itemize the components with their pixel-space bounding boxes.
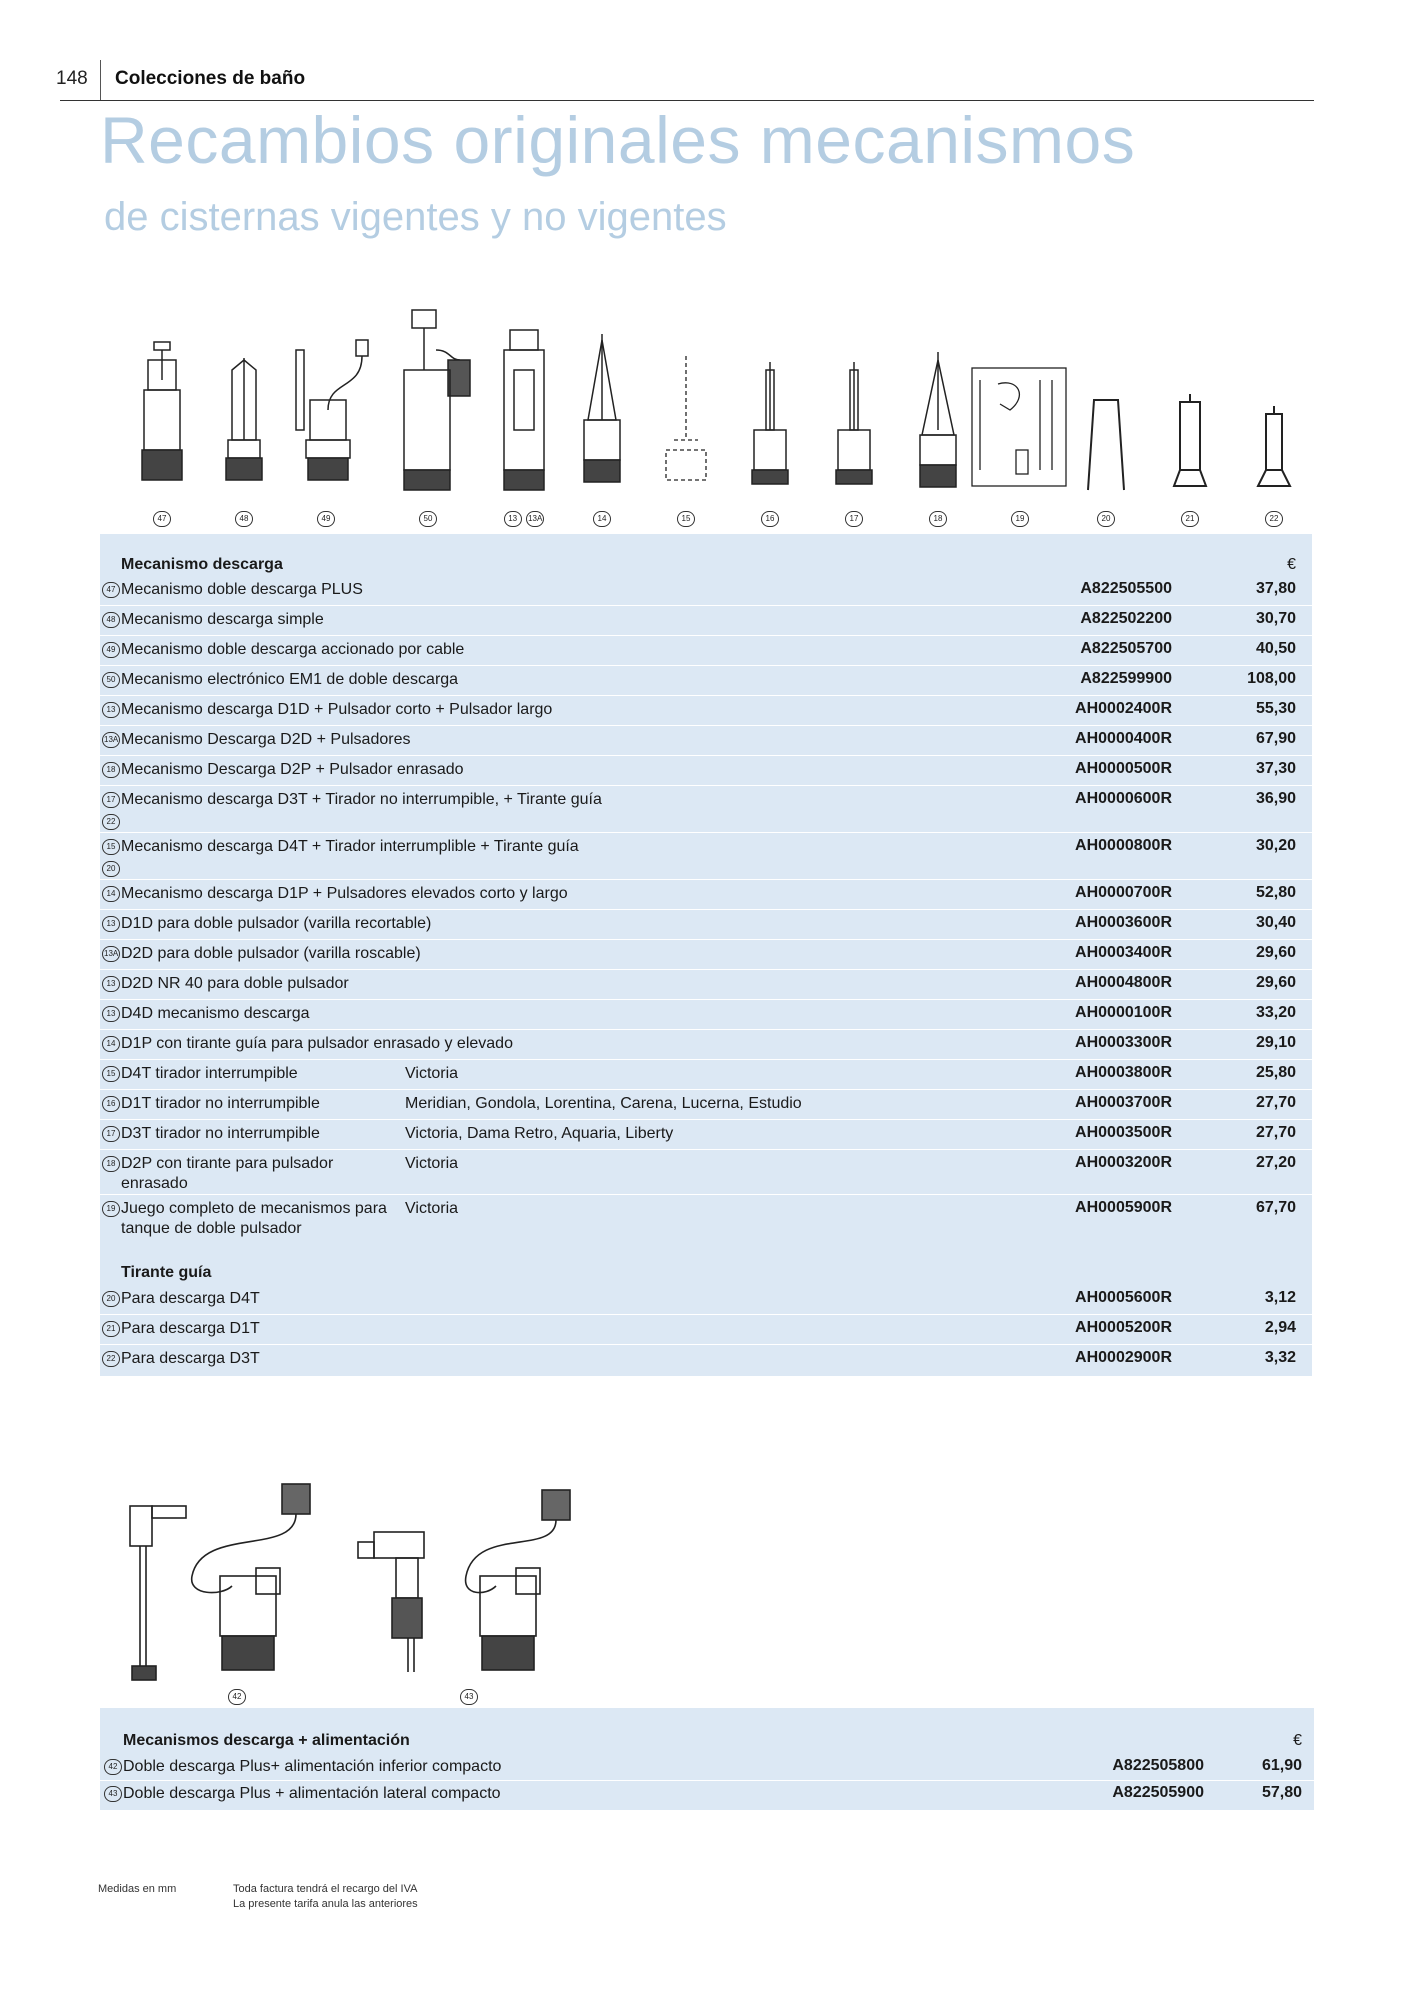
row-ref-number: 22 [102, 814, 120, 830]
row-reference: A822505800 [1112, 1757, 1204, 1774]
row-price: 30,70 [1255, 610, 1296, 627]
figure-14 [570, 300, 634, 523]
figure-13 [492, 300, 556, 523]
row-description: D4T tirador interrumpible [121, 1065, 298, 1082]
row-price: 29,60 [1255, 974, 1296, 991]
row-reference: AH0000400R [1075, 730, 1172, 747]
row-description: Para descarga D4T [121, 1290, 260, 1307]
figure-label: 42 [228, 1689, 246, 1705]
row-reference: AH0002900R [1075, 1349, 1172, 1366]
row-description: Doble descarga Plus+ alimentación inferior compacto [123, 1758, 502, 1775]
row-ref-number: 15 [102, 839, 120, 855]
row-reference: AH0003400R [1075, 944, 1172, 961]
row-description: Mecanismo descarga simple [121, 611, 324, 628]
row-reference: AH0002400R [1075, 700, 1172, 717]
figure-16 [738, 300, 802, 523]
row-price: 52,80 [1255, 884, 1296, 901]
row-description: D2D para doble pulsador (varilla roscable) [121, 945, 421, 962]
row-description: Mecanismo doble descarga accionado por cable [121, 641, 465, 658]
row-ref-number: 20 [102, 861, 120, 877]
row-price: 29,60 [1255, 944, 1296, 961]
row-series: Victoria [405, 1200, 459, 1217]
table-row [100, 910, 1312, 940]
table-row [100, 1781, 1314, 1807]
row-ref-number: 49 [102, 642, 120, 658]
table-row [100, 1315, 1312, 1345]
table-heading: Mecanismo descarga [121, 556, 283, 573]
row-description: Juego completo de mecanismos para tanque de doble pulsador [121, 1200, 387, 1237]
table-row [100, 726, 1312, 756]
table-row [100, 636, 1312, 666]
header-rule [60, 100, 1314, 101]
table-row [100, 756, 1312, 786]
row-description: Doble descarga Plus + alimentación lateral compacto [123, 1785, 501, 1802]
figure-49 [288, 300, 352, 523]
row-price: 67,70 [1255, 1199, 1296, 1216]
row-reference: A822505500 [1080, 580, 1172, 597]
row-price: 27,70 [1255, 1094, 1296, 1111]
row-ref-number: 20 [102, 1291, 120, 1307]
row-reference: A822599900 [1080, 670, 1172, 687]
currency-label: € [1287, 556, 1296, 573]
row-description: Mecanismo descarga D1P + Pulsadores elevados corto y largo [121, 885, 568, 902]
row-ref-number: 43 [104, 1786, 122, 1802]
row-reference: AH0000800R [1075, 837, 1172, 854]
row-reference: AH0003200R [1075, 1154, 1172, 1171]
row-ref-number: 42 [104, 1759, 122, 1775]
figure-19 [970, 300, 1070, 523]
row-ref-number: 13A [102, 732, 120, 748]
row-price: 27,20 [1255, 1154, 1296, 1171]
row-description: D2D NR 40 para doble pulsador [121, 975, 349, 992]
row-ref-number: 14 [102, 886, 120, 902]
mecanismo-descarga-table [100, 534, 1312, 1376]
figure-label: 17 [845, 511, 863, 527]
table-row [100, 1195, 1312, 1245]
figure-label: 20 [1097, 511, 1115, 527]
row-description: Para descarga D3T [121, 1350, 260, 1367]
row-price: 30,20 [1255, 837, 1296, 854]
table-row [100, 880, 1312, 910]
figure-label: 48 [235, 511, 253, 527]
row-ref-number: 13 [102, 976, 120, 992]
row-price: 25,80 [1255, 1064, 1296, 1081]
row-reference: AH0000700R [1075, 884, 1172, 901]
row-ref-number: 47 [102, 582, 120, 598]
row-price: 27,70 [1255, 1124, 1296, 1141]
row-description: D1T tirador no interrumpible [121, 1095, 320, 1112]
figure-label: 49 [317, 511, 335, 527]
figure-label: 16 [761, 511, 779, 527]
table-row [100, 970, 1312, 1000]
row-price: 61,90 [1261, 1757, 1302, 1774]
table-row [100, 1150, 1312, 1195]
row-ref-number: 14 [102, 1036, 120, 1052]
row-description: Mecanismo descarga D4T + Tirador interrumplible + Tirante guía [121, 838, 579, 855]
row-price: 36,90 [1255, 790, 1296, 807]
row-ref-number: 50 [102, 672, 120, 688]
footer-tariff-note: La presente tarifa anula las anteriores [233, 1898, 418, 1910]
figure-15 [654, 300, 718, 523]
table-row [100, 786, 1312, 833]
row-reference: AH0005200R [1075, 1319, 1172, 1336]
row-description: D2P con tirante para pulsador enrasado [121, 1155, 334, 1192]
row-ref-number: 22 [102, 1351, 120, 1367]
table-row [100, 1285, 1312, 1315]
row-series: Meridian, Gondola, Lorentina, Carena, Lucerna, Estudio [405, 1095, 802, 1112]
row-ref-number: 13 [102, 916, 120, 932]
table-row [100, 1060, 1312, 1090]
table-row [100, 666, 1312, 696]
row-price: 3,32 [1264, 1349, 1296, 1366]
row-description: D1P con tirante guía para pulsador enrasado y elevado [121, 1035, 513, 1052]
figure-22 [1242, 300, 1306, 523]
row-price: 108,00 [1247, 670, 1296, 687]
table-row [100, 696, 1312, 726]
row-price: 37,30 [1255, 760, 1296, 777]
figure-label: 13A [526, 511, 544, 527]
row-description: Mecanismo Descarga D2D + Pulsadores [121, 731, 411, 748]
row-reference: A822505700 [1080, 640, 1172, 657]
figure-47 [130, 300, 194, 523]
row-ref-number: 18 [102, 762, 120, 778]
figure-17 [822, 300, 886, 523]
row-ref-number: 19 [102, 1201, 120, 1217]
row-reference: AH0000100R [1075, 1004, 1172, 1021]
figure-48 [212, 300, 276, 523]
footer-measure-note: Medidas en mm [98, 1883, 177, 1895]
row-ref-number: 17 [102, 792, 120, 808]
row-price: 67,90 [1255, 730, 1296, 747]
row-reference: A822505900 [1112, 1784, 1204, 1801]
row-ref-number: 15 [102, 1066, 120, 1082]
row-ref-number: 13 [102, 702, 120, 718]
row-price: 33,20 [1255, 1004, 1296, 1021]
row-reference: A822502200 [1080, 610, 1172, 627]
row-price: 29,10 [1255, 1034, 1296, 1051]
row-description: D3T tirador no interrumpible [121, 1125, 320, 1142]
figure-42 [122, 1476, 322, 1706]
table-row [100, 576, 1312, 606]
row-price: 55,30 [1255, 700, 1296, 717]
row-reference: AH0003500R [1075, 1124, 1172, 1141]
table-row [100, 1090, 1312, 1120]
row-ref-number: 18 [102, 1156, 120, 1172]
row-ref-number: 16 [102, 1096, 120, 1112]
row-reference: AH0003800R [1075, 1064, 1172, 1081]
footer-tax-note: Toda factura tendrá el recargo del IVA [233, 1883, 418, 1895]
row-reference: AH0003700R [1075, 1094, 1172, 1111]
row-price: 2,94 [1264, 1319, 1296, 1336]
row-series: Victoria [405, 1155, 459, 1172]
row-description: Para descarga D1T [121, 1320, 260, 1337]
currency-label: € [1293, 1732, 1302, 1749]
row-reference: AH0005600R [1075, 1289, 1172, 1306]
row-ref-number: 13A [102, 946, 120, 962]
mecanismos-alimentacion-table [100, 1708, 1314, 1810]
figure-21 [1158, 300, 1222, 523]
row-ref-number: 17 [102, 1126, 120, 1142]
row-ref-number: 21 [102, 1321, 120, 1337]
figure-18 [906, 300, 970, 523]
page-title: Recambios originales mecanismos [100, 103, 1136, 177]
table-row [100, 1000, 1312, 1030]
figure-label: 43 [460, 1689, 478, 1705]
figure-label: 19 [1011, 511, 1029, 527]
row-description: D1D para doble pulsador (varilla recortable) [121, 915, 432, 932]
row-reference: AH0003300R [1075, 1034, 1172, 1051]
figure-label: 22 [1265, 511, 1283, 527]
product-figures [100, 300, 1314, 530]
row-price: 57,80 [1261, 1784, 1302, 1801]
row-reference: AH0000500R [1075, 760, 1172, 777]
table-row [100, 833, 1312, 880]
row-reference: AH0004800R [1075, 974, 1172, 991]
figure-label: 13 [504, 511, 522, 527]
row-price: 40,50 [1255, 640, 1296, 657]
row-description: Mecanismo descarga D1D + Pulsador corto + Pulsador largo [121, 701, 553, 718]
table-row [100, 1754, 1314, 1781]
figure-50 [390, 300, 454, 523]
page-number: 148 [56, 68, 88, 89]
figure-label: 18 [929, 511, 947, 527]
row-reference: AH0000600R [1075, 790, 1172, 807]
page-subtitle: de cisternas vigentes y no vigentes [104, 195, 727, 239]
table-heading: Mecanismos descarga + alimentación [123, 1732, 410, 1749]
figure-label: 15 [677, 511, 695, 527]
row-ref-number: 13 [102, 1006, 120, 1022]
table-row [100, 1030, 1312, 1060]
header-divider [100, 60, 101, 100]
table-row [100, 940, 1312, 970]
figure-label: 50 [419, 511, 437, 527]
row-description: Mecanismo Descarga D2P + Pulsador enrasado [121, 761, 464, 778]
row-price: 3,12 [1264, 1289, 1296, 1306]
table-subheading: Tirante guía [121, 1264, 212, 1281]
section-title: Colecciones de baño [115, 68, 306, 89]
figure-label: 47 [153, 511, 171, 527]
figure-label: 21 [1181, 511, 1199, 527]
row-ref-number: 48 [102, 612, 120, 628]
figure-label: 14 [593, 511, 611, 527]
table-row [100, 1120, 1312, 1150]
row-description: Mecanismo descarga D3T + Tirador no interrumpible, + Tirante guía [121, 791, 602, 808]
table-row [100, 606, 1312, 636]
row-description: D4D mecanismo descarga [121, 1005, 310, 1022]
row-description: Mecanismo electrónico EM1 de doble descarga [121, 671, 459, 688]
row-series: Victoria [405, 1065, 459, 1082]
row-price: 37,80 [1255, 580, 1296, 597]
table-row [100, 1345, 1312, 1374]
figure-43 [356, 1476, 576, 1706]
row-reference: AH0003600R [1075, 914, 1172, 931]
row-description: Mecanismo doble descarga PLUS [121, 581, 363, 598]
figure-20 [1074, 300, 1138, 523]
row-reference: AH0005900R [1075, 1199, 1172, 1216]
row-series: Victoria, Dama Retro, Aquaria, Liberty [405, 1125, 674, 1142]
row-price: 30,40 [1255, 914, 1296, 931]
